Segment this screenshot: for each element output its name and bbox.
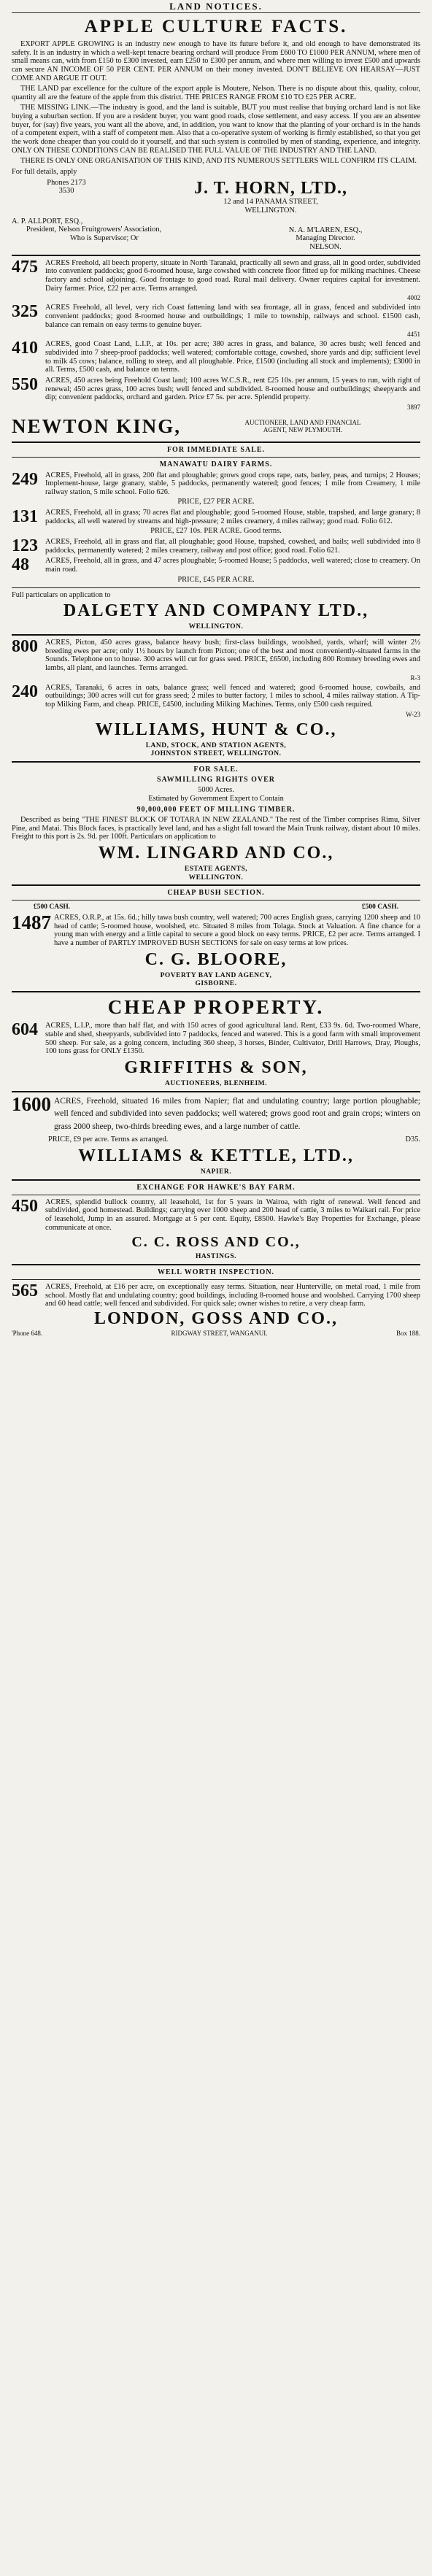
divider [12, 1091, 420, 1092]
mclaren-place: NELSON. [309, 243, 342, 252]
griffiths-sub: AUCTIONEERS, BLENHEIM. [164, 1080, 268, 1088]
london-goss-ad [12, 1268, 420, 1337]
apple-p2: THE LAND par excellence for the culture of the export apple is Moutere, Nelson. There is no dispute about this, quality, colour, quantity all are the feature of the apple from this district. THE PRICES RANGE FROM £10 TO £25 PER ACRE. [12, 85, 420, 101]
newton-listing [12, 340, 420, 374]
bloore-ad [12, 889, 420, 988]
listing-text: ACRES, O.R.P., at 15s. 6d.; hilly tawa bush country, well watered; 700 acres English grass, carrying 1200 sheep and 10 head of cattle; 5-roomed house, woolshed, etc. Situated 8 miles from Tolaga. Stock at Valuation. A fine chance for a young man with energy and a little capital to secure a good block on easy terms. PRICE, £2 per acre. Terms arranged. I have a number of PARTLY IMPROVED BUSH SECTIONS for sale on easy terms at low prices. [54, 914, 420, 947]
dalgety-place: WELLINGTON. [188, 623, 244, 631]
wk-place: NAPIER. [200, 1168, 232, 1176]
lingard-name: WM. LINGARD AND CO., [98, 843, 334, 863]
listing-acres: 123 [12, 536, 38, 556]
listing-text: ACRES, good Coast Land, L.I.P., at 10s. per acre; 380 acres in grass, and balance, 30 acres bush; well fenced and subdivided into 7 sheep-proof paddocks; well watered; comfortable cottage, cowshed, shore yards and dip; sufficient level to milk 45 cows; balance, rolling to steep, and all ploughable. Price, £1500 (including all stock and implements); £3000 in all. Terms, £500 cash, and balance on terms. [45, 340, 420, 374]
ross-place: HASTINGS. [196, 1253, 236, 1261]
griffiths-listing [12, 1022, 420, 1056]
listing-text: ACRES, Freehold, all in grass and flat, all ploughable; good House, trapshed, cowshed, and bails; well subdivided into 8 paddocks, permanently watered; 2 miles creamery, railway and post office; good road. Folio 621. [45, 538, 420, 555]
horn-contact [12, 179, 420, 215]
listing-text: ACRES, Freehold, all in grass, 200 flat and ploughable; grows good crops rape, oats, barley, peas, and turnips; 2 Houses; Implement-house, large granary, stable, 5 paddocks, permanently watered; good fences; 1 mile from Creamery, 1 mile railway station, 5 mile school. Folio 626. [45, 471, 420, 496]
divider [12, 761, 420, 763]
lingard-sub: ESTATE AGENTS, [184, 865, 248, 873]
listing-acres: 240 [12, 682, 38, 701]
dalgety-listing [12, 509, 420, 525]
griffiths-ad [12, 996, 420, 1088]
london-contact-row [12, 1330, 420, 1337]
horn-addr-2: WELLINGTON. [244, 207, 297, 215]
lingard-h3: 5000 Acres. [198, 786, 234, 795]
bloore-sub: POVERTY BAY LAND AGENCY, [160, 971, 272, 979]
divider [12, 255, 420, 256]
lingard-ad [12, 766, 420, 882]
listing-ref: R-3 [410, 674, 420, 682]
london-header: WELL WORTH INSPECTION. [157, 1268, 275, 1276]
listing-acres: 48 [12, 555, 29, 575]
listing-acres: 249 [12, 469, 38, 489]
divider [12, 900, 420, 901]
whc-addr: JOHNSTON STREET, WELLINGTON. [150, 750, 282, 758]
bloore-listing [12, 911, 420, 948]
bloore-name: C. G. BLOORE, [144, 949, 288, 969]
newton-listing [12, 304, 420, 329]
horn-name: J. T. HORN, LTD., [194, 178, 347, 198]
williams-hunt-ad [12, 636, 420, 758]
bloore-cash-left: £500 CASH. [34, 903, 71, 911]
listing-acres: 410 [12, 339, 38, 358]
horn-addr-1: 12 and 14 PANAMA STREET, [223, 198, 318, 207]
listing-price: PRICE, £27 10s. PER ACRE. Good terms. [150, 527, 282, 536]
newton-sub [185, 419, 420, 434]
allport-name: A. P. ALLPORT, ESQ., [12, 217, 83, 225]
horn-phone-2: 3530 [58, 187, 74, 196]
williams-kettle-ad [12, 1092, 420, 1176]
mclaren-block [231, 217, 420, 252]
horn-phones [12, 179, 121, 215]
dalgety-apply: Full particulars on application to [12, 590, 111, 599]
wk-listing [12, 1092, 420, 1134]
divider [12, 1279, 420, 1280]
listing-text: ACRES Freehold, all level, very rich Coast fattening land with sea frontage, all in grass, fenced and subdivided into convenient paddocks; good 8-roomed house and outbuildings; 1 mile to township, railways and school. £1500 cash, balance can remain on easy terms to genuine buyer. [45, 304, 420, 329]
divider [12, 884, 420, 886]
whc-listing [12, 636, 420, 673]
listing-ref: 4002 [407, 294, 420, 302]
bloore-cash-right: £500 CASH. [361, 903, 398, 911]
ross-ad [12, 1184, 420, 1261]
lingard-body: Described as being "THE FINEST BLOCK OF TOTARA IN NEW ZEALAND." The rest of the Timber comprises Rimu, Silver Pine, and Matai. This Block faces, is practically level land, and has a slight fall toward the Main Trunk railway, distant about 10 miles. Freight to this port is 2s. 9d. per 100ft. Particulars on application to [12, 815, 420, 841]
supervisors-row [12, 217, 420, 252]
listing-text: ACRES, Picton, 450 acres grass, balance heavy bush; first-class buildings, woolshed, yards, wharf; will winter 2½ breeding ewes per acre; only 1½ hours by launch from Picton; one of the best and most conveniently-situated farms in the Sounds. Telephone on to house. 300 acres will cut for grass seed. PRICE, £6500, including 800 Romney breeding ewes and lambs, all plant, and launches. Terms arranged. [45, 638, 420, 672]
newton-sub-1: AUCTIONEER, LAND AND FINANCIAL [244, 418, 361, 426]
london-phone: 'Phone 648. [12, 1330, 43, 1338]
listing-ref: 3897 [407, 403, 420, 411]
listing-acres: 1487 [12, 911, 51, 934]
apple-culture-ad [12, 17, 420, 252]
bloore-place: GISBORNE. [195, 980, 237, 988]
wk-price-row [12, 1135, 420, 1144]
dalgety-listing [12, 557, 420, 574]
listing-price: PRICE, £45 PER ACRE. [177, 575, 255, 584]
lingard-h4: Estimated by Government Expert to Contain [148, 795, 284, 803]
newton-king-ad [12, 259, 420, 437]
lingard-h1: FOR SALE. [193, 766, 239, 774]
allport-block [12, 217, 231, 243]
listing-ref: W-23 [406, 710, 420, 718]
wk-name: WILLIAMS & KETTLE, LTD., [78, 1146, 354, 1165]
whc-sub: LAND, STOCK, AND STATION AGENTS, [145, 741, 287, 749]
listing-text: ACRES, splendid bullock country, all leasehold, 1st for 5 years in Wairoa, with right of renewal. Well fenced and subdivided, good homestead. Buildings; carrying over 1000 sheep and 200 head of cattle, 3 miles to Waikari rail. For price of leasehold, Jump in an assured. Mortgage at 5 per cent. Equity, £8500. Hawke's Bay Properties for Exchange, please communicate at once. [45, 1198, 420, 1232]
listing-ref: 4451 [407, 331, 420, 339]
listing-acres: 550 [12, 374, 38, 394]
apple-title: APPLE CULTURE FACTS. [84, 17, 348, 36]
london-listing [12, 1283, 420, 1308]
divider [12, 441, 420, 443]
newspaper-page [12, 0, 420, 1337]
listing-text: ACRES Freehold, all beech property, situate in North Taranaki, practically all sewn and grass, all in good order, subdivided into convenient paddocks; good 6-roomed house, large cowshed with concrete floor fitted up for milking machines. Cheese factory and school adjoining. Good frontage to good road. Rural mail delivery. Owner requires capital for investment. Dairy farmer. Price, £22 per acre. Terms arranged. [45, 258, 420, 293]
listing-acres: 325 [12, 302, 38, 322]
dalgety-listing [12, 471, 420, 497]
listing-acres: 565 [12, 1281, 38, 1301]
horn-firm [121, 179, 420, 215]
newton-listing [12, 374, 420, 402]
divider [12, 587, 420, 588]
listing-text: ACRES, Freehold, situated 16 miles from Napier; flat and undulating country; large portion ploughable; well fenced and subdivided into seven paddocks; well watered; grows good root and grain crops; winters on grass 2000 sheep, two-thirds breeding ewes, and a large number of cattle. [54, 1096, 420, 1132]
listing-text: ACRES, Taranaki, 6 acres in oats, balance grass; well fenced and watered; good 6-roomed house, cowbails, and outbuildings; 300 acres will cut for grass seed; 2 miles to butter factory, 1 miles to school, 4 miles railway station. A Tip-top Milking Farm, and cheap. PRICE, £4500, including Milking Machines. Terms, only £500 cash required. [45, 683, 420, 709]
listing-acres: 604 [12, 1020, 38, 1040]
listing-text: ACRES, Freehold, at £16 per acre, on exceptionally easy terms. Situation, near Hunterville, on metal road, 1 mile from school. Mostly flat and undulating country; good buildings, including 8-roomed house and woolshed. Carrying 1700 sheep and 60 head cattle; well fenced and subdivided. For quick sale; owner wishes to retire, a very cheap farm. [45, 1283, 420, 1308]
bloore-header: CHEAP BUSH SECTION. [167, 889, 265, 898]
whc-name: WILLIAMS, HUNT & CO., [95, 720, 337, 739]
horn-phone-1: Phones 2173 [47, 178, 86, 187]
listing-price: PRICE, £27 PER ACRE. [177, 498, 255, 506]
bloore-cash-row [34, 903, 398, 911]
divider [12, 1179, 420, 1181]
listing-acres: 800 [12, 636, 38, 656]
dalgety-listing [12, 538, 420, 555]
apple-p3: THE MISSING LINK.—The industry is good, and the land is suitable, BUT you must realise that buying orchard land is not like buying a suburban section. If you are a resident buyer, you want good roads, close settlement, and easy access. If you are an absentee buyer, for (say) five years, you want all the above, and, in addition, you want to know that the planting of your orchard is in the hands of a competent expert, with a staff of competent men. Also that a co-operative system of working is firmly established, so that you get the work done cheaper than you could do it yourself, and that such system is controlled by men of standing, experience, and integrity. ONLY ON THESE CONDITIONS CAN BE REALISED THE FULL VALUE OF THE INDUSTRY AND THE LAND. [12, 104, 420, 155]
newton-name: NEWTON KING, [12, 414, 182, 437]
listing-text: ACRES, Freehold, all in grass; 70 acres flat and ploughable; good 5-roomed House, stable, trapshed, and large granary; 8 paddocks, all well watered by streams and high-pressure; 2 miles creamery, 4 miles railway; good road. Folio 612. [45, 509, 420, 525]
newton-listing [12, 259, 420, 293]
dalgety-sub: MANAWATU DAIRY FARMS. [159, 460, 273, 469]
allport-role: President, Nelson Fruitgrowers' Association, [26, 225, 162, 234]
lingard-place: WELLINGTON. [188, 874, 244, 882]
page-header: LAND NOTICES. [12, 0, 420, 13]
dalgety-name: DALGETY AND COMPANY LTD., [63, 601, 369, 621]
mclaren-role: Managing Director. [296, 234, 355, 243]
listing-text: ACRES, 450 acres being Freehold Coast land; 100 acres W.C.S.R., rent £25 10s. per annum, 15 years to run, with right of renewal; 450 acres grass, 100 acres bush; well fenced and subdivided. 8-roomed house and outbuildings; sheepyards and dip; convenient paddocks, orchard and garden. Price £7 5s. per acre. Splendid property. [45, 376, 420, 402]
ross-header: EXCHANGE FOR HAWKE'S BAY FARM. [136, 1183, 296, 1192]
london-box: Box 188. [396, 1330, 420, 1338]
divider [12, 991, 420, 992]
ross-name: C. C. ROSS AND CO., [131, 1234, 301, 1251]
london-name: LONDON, GOSS AND CO., [93, 1309, 339, 1329]
newton-firm [12, 415, 420, 437]
wk-ref: D35. [405, 1135, 420, 1144]
london-addr: RIDGWAY STREET, WANGANUI. [171, 1330, 268, 1338]
listing-acres: 1600 [12, 1092, 51, 1115]
whc-listing [12, 684, 420, 709]
griffiths-title: CHEAP PROPERTY. [107, 996, 325, 1019]
dalgety-ad [12, 446, 420, 631]
wk-price: PRICE, £9 per acre. Terms as arranged. [48, 1135, 169, 1144]
newton-sub-2: AGENT, NEW PLYMOUTH. [263, 426, 343, 433]
apple-p1: EXPORT APPLE GROWING is an industry new enough to have its future before it, and old enough to have demonstrated its safety. It is an industry in which a well-kept tenacre bearing orchard will produce From £600 TO £1000 PER ANNUM, where men of small means can, with from £150 to £300 invested, earn £250 to £300 per annum, and where men willing to invest £500 and upwards can secure AN INCOME OF 50 PER CENT. PER ANNUM on their money invested. DON'T BELIEVE ON HEARSAY—JUST COME AND ARGUE IT OUT. [12, 40, 420, 82]
supervisor-note: Who is Supervisor; Or [70, 234, 139, 243]
listing-acres: 131 [12, 507, 38, 527]
listing-text: ACRES, Freehold, all in grass, and 47 acres ploughable; 5-roomed House; 5 paddocks, well watered; close to creamery. On main road. [45, 557, 420, 574]
dalgety-header: FOR IMMEDIATE SALE. [166, 446, 266, 455]
divider [12, 634, 420, 636]
ross-listing [12, 1198, 420, 1233]
lingard-h5: 90,000,000 FEET OF MILLING TIMBER. [136, 805, 296, 814]
listing-text: ACRES, L.I.P., more than half flat, and with 150 acres of good agricultural land. Rent, £33 9s. 6d. Two-roomed Whare, stable and shed, sheepyards, subdivided into 7 paddocks, fenced and watered. This is a good farm with small improvement 500 sheep. For sale, as a going concern, including 360 sheep, 3 horses, Binder, Cultivator, Drill Harrows, Dray, Ploughs, 100 tons grass for ONLY £1350. [45, 1022, 420, 1056]
griffiths-name: GRIFFITHS & SON, [124, 1057, 308, 1077]
lingard-h2: SAWMILLING RIGHTS OVER [156, 776, 276, 784]
apple-apply: For full details, apply [12, 167, 77, 176]
listing-acres: 450 [12, 1196, 38, 1216]
listing-acres: 475 [12, 257, 38, 277]
apple-p4: THERE IS ONLY ONE ORGANISATION OF THIS KIND, AND ITS NUMEROUS SETTLERS WILL CONFIRM ITS CLAIM. [20, 157, 417, 166]
divider [12, 1264, 420, 1265]
mclaren-name: N. A. M'LAREN, ESQ., [288, 225, 363, 234]
divider [12, 457, 420, 458]
